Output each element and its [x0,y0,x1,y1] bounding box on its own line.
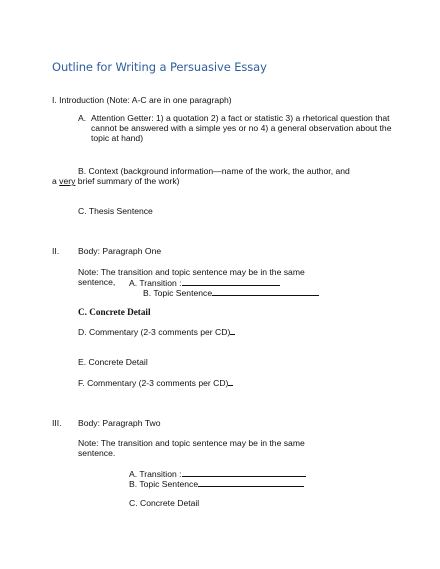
body-one-topic-blank [212,287,319,296]
body-one-d: D. Commentary (2-3 comments per CD) [78,327,231,337]
body-two-topic-blank [198,478,304,487]
body-one-topic-label: B. Topic Sentence [143,288,213,298]
body-two-topic-line [129,478,304,489]
body-two-note-line2: sentence. [78,448,116,458]
body-one-heading: Body: Paragraph One [78,246,162,256]
body-two-note-line1: Note: The transition and topic sentence may be in the same [78,438,305,448]
body-two-topic-label: B. Topic Sentence [129,479,199,489]
body-one-d-line [78,326,235,337]
intro-a-label: A. [78,113,87,123]
intro-b-line1: B. Context (background information—name of the work, the author, and [78,166,350,176]
body-one-f: F. Commentary (2-3 comments per CD) [78,378,229,388]
intro-b-underlined: very [59,176,76,186]
body-one-f-blank [228,377,233,386]
body-two-transition-label: A. Transition : [129,469,182,479]
body-one-transition-blank [182,277,280,286]
body-one-d-blank [230,326,235,335]
body-two-heading: Body: Paragraph Two [78,418,161,428]
body-two-transition-blank [182,468,306,477]
body-one-topic-line [143,287,319,298]
intro-a-line3: topic at hand) [91,133,144,143]
intro-a-line1: Attention Getter: 1) a quotation 2) a fact or statistic 3) a rhetorical question that [91,113,390,123]
body-two-c: C. Concrete Detail [129,498,200,508]
document-title: Outline for Writing a Persuasive Essay [52,60,267,74]
body-one-c: C. Concrete Detail [78,307,151,317]
intro-a-line2: cannot be answered with a simple yes or no 4) a general observation about the [91,123,392,133]
intro-heading: I. Introduction (Note: A-C are in one paragraph) [52,95,232,105]
body-one-number: II. [52,246,60,256]
body-one-transition-label: A. Transition : [129,278,182,288]
body-one-note-line1: Note: The transition and topic sentence may be in the same [78,267,305,277]
intro-b-line2 [52,176,180,186]
body-one-f-line [78,377,233,388]
body-one-e: E. Concrete Detail [78,357,148,367]
intro-b-post: brief summary of the work) [75,176,180,186]
body-two-number: III. [52,418,62,428]
body-one-note-line2: sentence, [78,277,116,287]
intro-b-pre: a [52,176,60,186]
intro-c: C. Thesis Sentence [78,206,153,216]
